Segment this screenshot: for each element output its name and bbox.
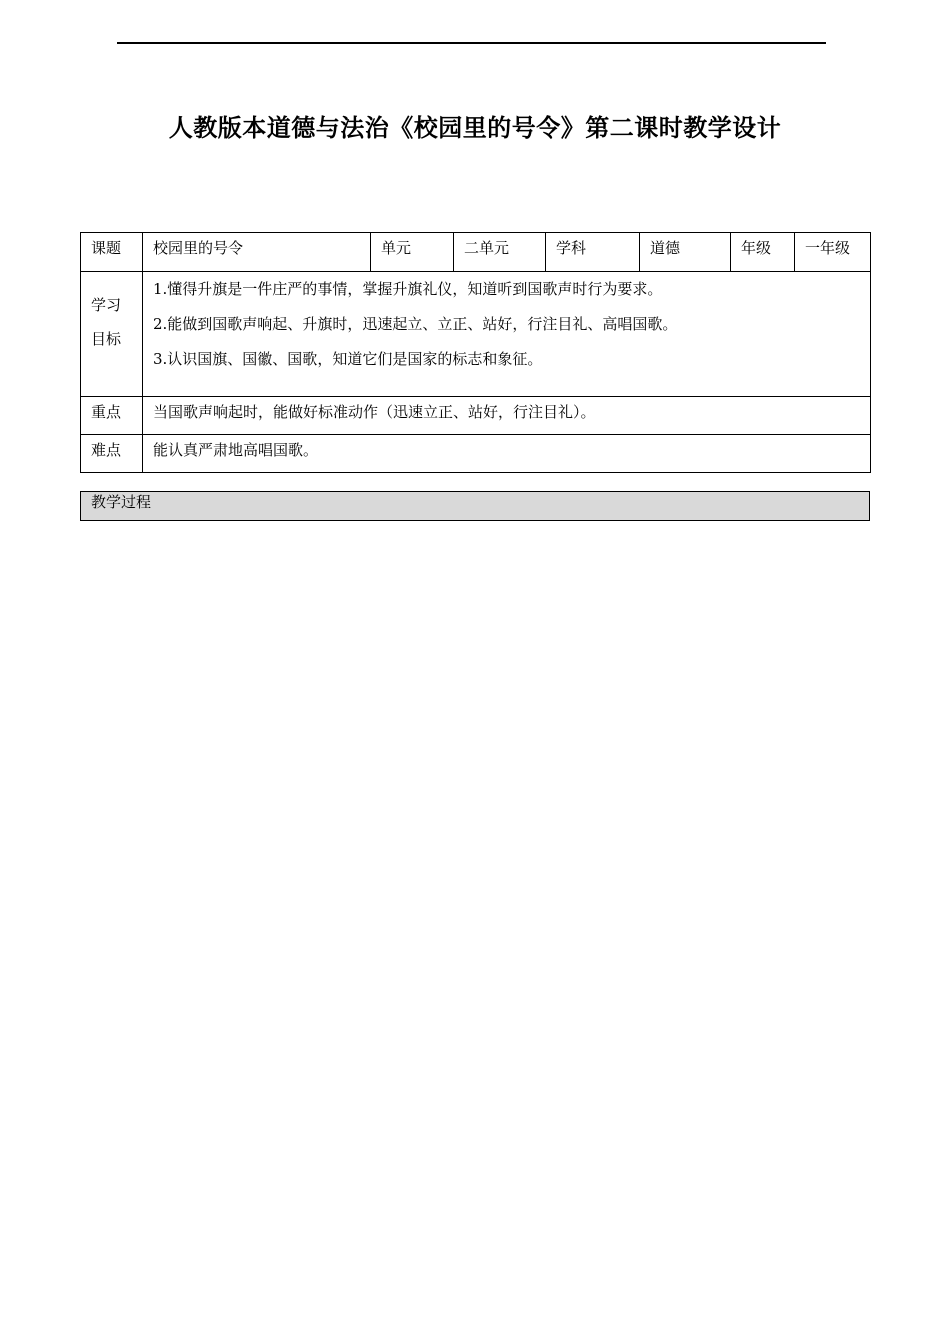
table-row [81,272,871,397]
key-point-label: 重点 [81,397,143,435]
table-row [81,435,871,473]
unit-label: 单元 [371,233,454,272]
goals-label-line: 学习 [91,296,122,314]
goal-item: 1.懂得升旗是一件庄严的事情，掌握升旗礼仪，知道听到国歌声时行为要求。 [153,280,663,298]
goals-list [143,272,871,397]
key-point-value: 当国歌声响起时，能做好标准动作（迅速立正、站好，行注目礼）。 [143,397,871,435]
teaching-process-header [80,491,870,521]
grade-value: 一年级 [795,233,871,272]
header-rule [117,42,826,44]
subject-label: 学科 [546,233,640,272]
topic-label: 课题 [81,233,143,272]
goal-item: 3.认识国旗、国徽、国歌，知道它们是国家的标志和象征。 [153,350,543,368]
grade-label: 年级 [731,233,795,272]
difficulty-label: 难点 [81,435,143,473]
goals-label [81,272,143,397]
subject-value: 道德 [640,233,731,272]
teaching-process-label: 教学过程 [91,493,152,511]
difficulty-value: 能认真严肃地高唱国歌。 [143,435,871,473]
goals-label-line: 目标 [91,330,122,348]
table-row [81,233,871,272]
unit-value: 二单元 [454,233,546,272]
document-title: 人教版本道德与法治《校园里的号令》第二课时教学设计 [168,114,782,142]
lesson-info-table [80,232,871,473]
goal-item: 2.能做到国歌声响起、升旗时，迅速起立、立正、站好，行注目礼、高唱国歌。 [153,315,678,333]
topic-value: 校园里的号令 [143,233,371,272]
table-row [81,397,871,435]
